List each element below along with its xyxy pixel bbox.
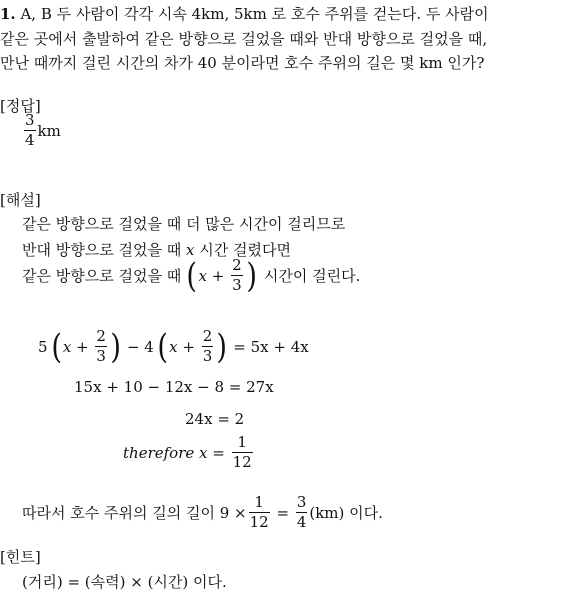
fraction-numerator: 1	[254, 493, 264, 511]
hint-text: (거리) = (속력) × (시간) 이다.	[22, 573, 227, 591]
answer-header: [정답]	[0, 97, 41, 115]
explanation-line-3	[22, 257, 360, 294]
fraction-denominator: 12	[249, 513, 269, 531]
problem-number: 1.	[0, 5, 16, 23]
fraction-numerator: 3	[296, 493, 307, 511]
conclusion-line	[22, 494, 383, 531]
variable-x: x	[198, 266, 207, 285]
fraction-denominator: 12	[232, 453, 252, 471]
explanation-line-2-post: 시간 걸렸다면	[194, 241, 291, 259]
eq1-minus-4: − 4	[122, 337, 154, 356]
left-paren: (	[157, 326, 168, 367]
problem-line-1	[0, 2, 489, 26]
right-paren: )	[245, 255, 257, 296]
variable-x: x	[169, 337, 178, 356]
answer-value	[22, 112, 61, 149]
problem-line-3: 만난 때까지 걸린 시간의 차가 40 분이라면 호수 주위의 길은 몇 km 인가?	[0, 54, 485, 72]
plus-sign: +	[71, 337, 94, 356]
equals-sign: =	[271, 503, 294, 522]
fraction-denominator: 3	[96, 347, 106, 365]
conclusion-fraction-1	[249, 494, 270, 531]
explanation-line-2-pre: 반대 방향으로 걸었을 때	[22, 241, 186, 259]
variable-x: x	[62, 337, 72, 356]
one-twelfth-fraction	[232, 434, 253, 471]
explanation-line-1: 같은 방향으로 걸었을 때 더 많은 시간이 걸리므로	[22, 215, 346, 233]
equation-2: 15x + 10 − 12x − 8 = 27x	[74, 378, 274, 396]
plus-sign: +	[177, 337, 200, 356]
explanation-line-3-post: 시간이 걸린다.	[263, 267, 361, 285]
equals-sign: =	[207, 443, 230, 462]
conclusion-fraction-2	[296, 494, 308, 531]
eq1-fraction-a	[95, 328, 107, 365]
conclusion-post: (km) 이다.	[309, 504, 383, 522]
explanation-line-3-pre: 같은 방향으로 걸었을 때	[22, 267, 182, 285]
hint-header: [힌트]	[0, 548, 41, 566]
eq1-fraction-b	[202, 328, 214, 365]
problem-text-1: A, B 두 사람이 각각 시속 4km, 5km 로 호수 주위를 걷는다. 두 사람이	[20, 5, 489, 23]
fraction-numerator: 1	[237, 433, 247, 451]
answer-numerator: 3	[25, 111, 35, 129]
answer-fraction	[24, 112, 36, 149]
fraction-denominator: 4	[296, 513, 307, 531]
two-thirds-fraction	[231, 257, 243, 294]
left-paren: (	[186, 255, 198, 296]
left-paren: (	[50, 326, 62, 367]
conclusion-pre: 따라서 호수 주위의 길의 길이 9 ×	[22, 504, 247, 522]
fraction-denominator: 3	[232, 276, 242, 294]
right-paren: )	[216, 326, 228, 367]
answer-unit: km	[37, 121, 61, 140]
eq1-right-side: = 5x + 4x	[228, 337, 309, 356]
equation-1	[38, 328, 309, 365]
fraction-numerator: 2	[96, 327, 106, 345]
answer-denominator: 4	[25, 131, 35, 149]
fraction-denominator: 3	[202, 347, 213, 365]
plus-sign: +	[206, 266, 230, 285]
right-paren: )	[110, 326, 121, 367]
problem-line-2: 같은 곳에서 출발하여 같은 방향으로 걸었을 때와 반대 방향으로 걸었을 때,	[0, 30, 488, 48]
equation-4	[123, 434, 255, 471]
explanation-header: [해설]	[0, 191, 41, 209]
equation-3: 24x = 2	[185, 410, 245, 428]
fraction-numerator: 2	[202, 327, 213, 345]
therefore-x: therefore x	[123, 443, 208, 462]
variable-x: x	[185, 241, 195, 259]
fraction-numerator: 2	[232, 256, 242, 274]
eq1-coefficient-5: 5	[38, 337, 48, 356]
